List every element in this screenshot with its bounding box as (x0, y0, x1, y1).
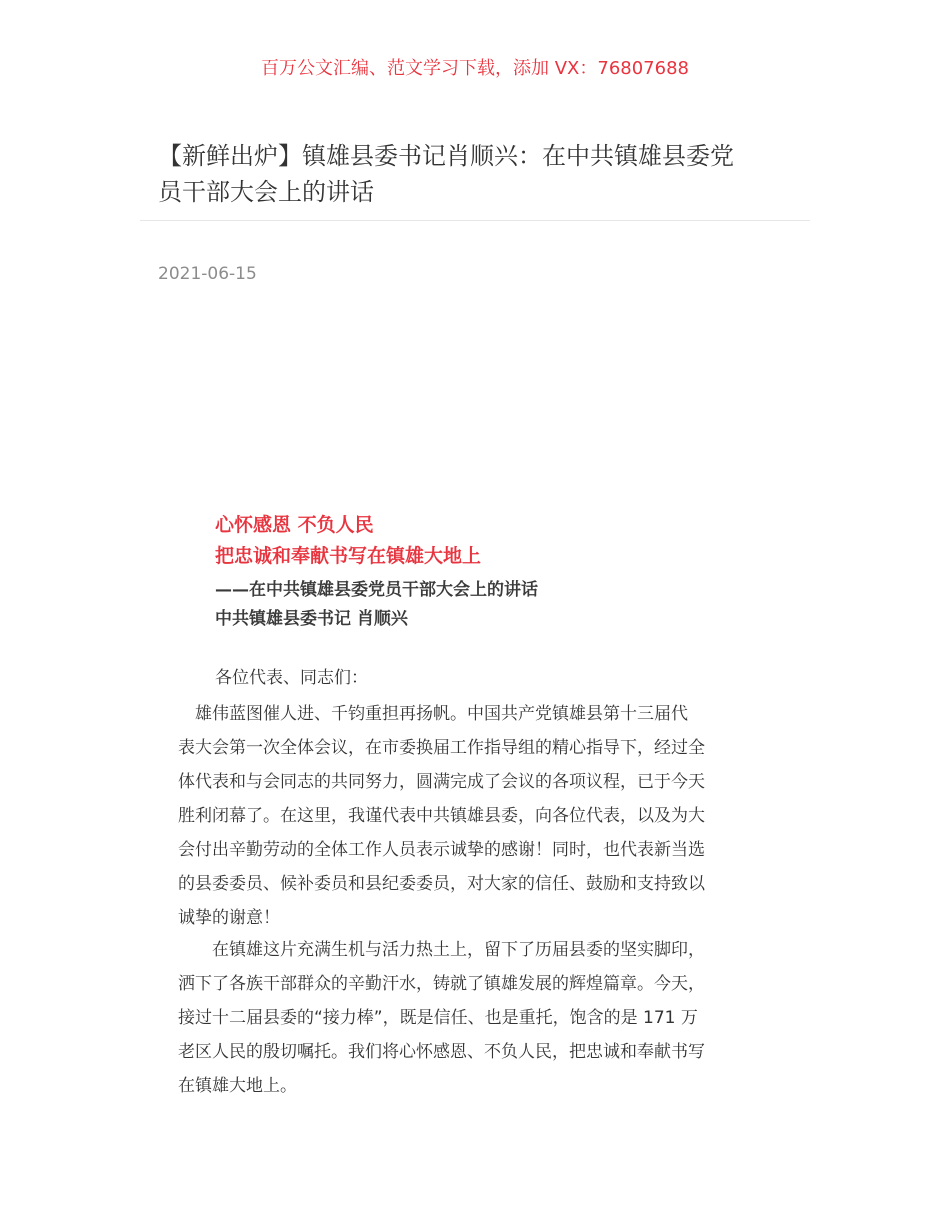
article-title-line: 员干部大会上的讲话 (158, 178, 374, 206)
paragraph-line: 表大会第一次全体会议，在市委换届工作指导组的精心指导下，经过全 (178, 738, 705, 758)
paragraph-line: 雄伟蓝图催人进、千钧重担再扬帆。中国共产党镇雄县第十三届代 (178, 704, 688, 724)
publish-date: 2021-06-15 (158, 264, 257, 284)
speech-heading-2: 把忠诚和奉献书写在镇雄大地上 (215, 545, 482, 567)
title-divider (140, 220, 810, 221)
speech-speaker: 中共镇雄县委书记 肖顺兴 (215, 609, 408, 629)
paragraph-line: 诚挚的谢意！ (178, 908, 280, 928)
paragraph-line: 洒下了各族干部群众的辛勤汗水，铸就了镇雄发展的辉煌篇章。今天， (178, 974, 705, 994)
paragraph-line: 老区人民的殷切嘱托。我们将心怀感恩、不负人民，把忠诚和奉献书写 (178, 1042, 705, 1062)
paragraph-line: 在镇雄这片充满生机与活力热土上，留下了历届县委的坚实脚印， (178, 940, 705, 960)
paragraph-line: 接过十二届县委的“接力棒”，既是信任、也是重托，饱含的是 171 万 (178, 1008, 698, 1028)
paragraph-line: 会付出辛勤劳动的全体工作人员表示诚挚的感谢！同时，也代表新当选 (178, 840, 705, 860)
paragraph-line: 的县委委员、候补委员和县纪委委员，对大家的信任、鼓励和支持致以 (178, 874, 705, 894)
speech-paragraph-1 (178, 697, 778, 935)
paragraph-line: 胜利闭幕了。在这里，我谨代表中共镇雄县委，向各位代表，以及为大 (178, 806, 705, 826)
paragraph-line: 在镇雄大地上。 (178, 1076, 297, 1096)
article-title-line: 【新鲜出炉】镇雄县委书记肖顺兴：在中共镇雄县委党 (158, 142, 734, 170)
speech-subtitle: ——在中共镇雄县委党员干部大会上的讲话 (215, 580, 538, 600)
speech-salutation: 各位代表、同志们： (215, 668, 368, 688)
article-title (158, 138, 798, 210)
paragraph-line: 体代表和与会同志的共同努力，圆满完成了会议的各项议程，已于今天 (178, 772, 705, 792)
speech-paragraph-2 (178, 933, 778, 1103)
promo-banner: 百万公文汇编、范文学习下载，添加 VX：76807688 (261, 58, 689, 79)
speech-heading-1: 心怀感恩 不负人民 (215, 514, 374, 536)
